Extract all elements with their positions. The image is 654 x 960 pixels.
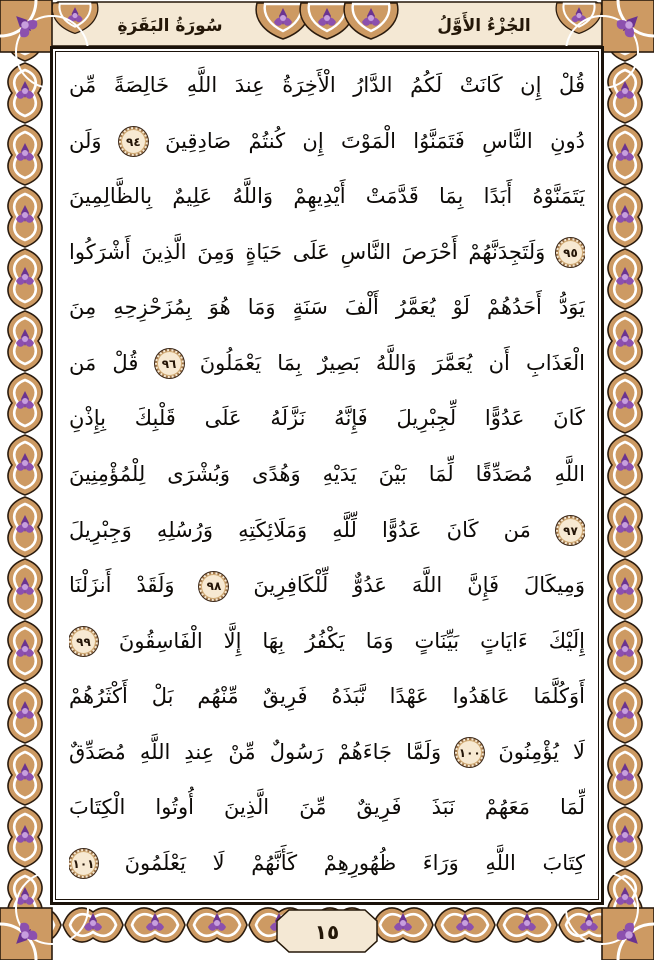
ayah-text-segment: وَلَمَّا جَاءَهُمْ رَسُولٌ مِّنْ عِندِ اللَّهِ مُصَدِّقٌ (69, 739, 456, 764)
verse-number-medallion: ٩٦ (155, 349, 184, 378)
quran-text-line (69, 447, 585, 502)
ayah-text-segment: أَوَكُلَّمَا عَاهَدُوا عَهْدًا نَّبَذَهُ فَرِيقٌ مِّنْهُم بَلْ أَكْثَرُهُمْ (69, 684, 585, 709)
ayah-text-segment: لَا يُؤْمِنُونَ (484, 739, 585, 764)
ayah-text-segment: اللَّهِ مُصَدِّقًا لِّمَا بَيْنَ يَدَيْهِ وَهُدًى وَبُشْرَى لِلْمُؤْمِنِينَ (69, 461, 585, 486)
quran-text-line (69, 58, 585, 113)
quran-text-line (69, 836, 585, 891)
ayah-text-segment: وَلَن (69, 128, 119, 153)
left-border-band (0, 0, 50, 960)
verse-number-medallion: ٩٤ (119, 127, 148, 156)
ayah-text-segment: كَانَ عَدُوًّا لِّجِبْرِيلَ فَإِنَّهُ نَزَّلَهُ عَلَى قَلْبِكَ بِإِذْنِ (69, 406, 585, 431)
text-frame (50, 46, 604, 905)
quran-text-line (69, 503, 585, 558)
quran-text-line (69, 669, 585, 724)
ayah-text-segment: يَتَمَنَّوْهُ أَبَدًا بِمَا قَدَّمَتْ أَيْدِيهِمْ وَاللَّهُ عَلِيمٌ بِالظَّالِمِينَ (69, 184, 585, 209)
verse-number-medallion: ١٠٠ (455, 738, 484, 767)
quran-text-line (69, 280, 585, 335)
verse-number-medallion: ٩٥ (556, 238, 585, 267)
surah-title: سُورَةُ البَقَرَةِ (117, 16, 223, 36)
quran-text-line (69, 336, 585, 391)
quran-text-line (69, 391, 585, 446)
ayah-text-segment: مَن كَانَ عَدُوًّا لِّلَّهِ وَمَلَائِكَتِهِ وَرُسُلِهِ وَجِبْرِيلَ (69, 517, 556, 542)
ayah-text-segment: قُلْ إِن كَانَتْ لَكُمُ الدَّارُ الْأَخِرَةُ عِندَ اللَّهِ خَالِصَةً مِّن (69, 73, 585, 97)
page-number: ١٥ (314, 920, 340, 944)
verse-number-medallion: ١٠١ (69, 849, 98, 878)
verse-number-medallion: ٩٩ (69, 627, 98, 656)
text-frame-inner (55, 51, 599, 900)
quran-text-line (69, 225, 585, 280)
juz-title: الجُزْءُ الأَوَّلُ (437, 16, 531, 36)
ayah-text-segment: قُلْ مَن (69, 350, 155, 375)
quran-text-line (69, 169, 585, 224)
verse-number-medallion: ٩٨ (199, 572, 228, 601)
verse-number-medallion: ٩٧ (556, 516, 585, 545)
ayah-text-segment: كِتَابَ اللَّهِ وَرَاءَ ظُهُورِهِمْ كَأَنَّهُمْ لَا يَعْلَمُونَ (98, 850, 585, 875)
ayah-text-segment: إِلَيْكَ ءَايَاتٍ بَيِّنَاتٍ وَمَا يَكْفُرُ بِهَا إِلَّا الْفَاسِقُونَ (98, 628, 585, 653)
ayah-text-segment: وَلَقَدْ أَنزَلْنَا (69, 573, 200, 598)
ayah-text-segment: يَوَدُّ أَحَدُهُمْ لَوْ يُعَمَّرُ أَلْفَ سَنَةٍ وَمَا هُوَ بِمُزَحْزِحِهِ مِنَ (69, 295, 585, 320)
ayah-text-segment: الْعَذَابِ أَن يُعَمَّرَ وَاللَّهُ بَصِيرٌ بِمَا يَعْمَلُونَ (183, 350, 585, 375)
quran-text-line (69, 558, 585, 613)
quran-text-line (69, 614, 585, 669)
right-border-band (604, 0, 654, 960)
ayah-text-segment: وَلَتَجِدَنَّهُمْ أَحْرَصَ النَّاسِ عَلَى حَيَاةٍ وَمِنَ الَّذِينَ أَشْرَكُوا (69, 239, 556, 264)
quran-text-line (69, 725, 585, 780)
ayah-text-segment: دُونِ النَّاسِ فَتَمَنَّوُا الْمَوْتَ إِن كُنتُمْ صَادِقِينَ (147, 128, 585, 153)
quran-text-line (69, 780, 585, 835)
quran-text-line (69, 114, 585, 169)
quran-text-block (69, 58, 585, 891)
ayah-text-segment: وَمِيكَالَ فَإِنَّ اللَّهَ عَدُوٌّ لِّلْكَافِرِينَ (228, 573, 585, 598)
ayah-text-segment: لِّمَا مَعَهُمْ نَبَذَ فَرِيقٌ مِّنَ الَّذِينَ أُوتُوا الْكِتَابَ (69, 795, 585, 820)
